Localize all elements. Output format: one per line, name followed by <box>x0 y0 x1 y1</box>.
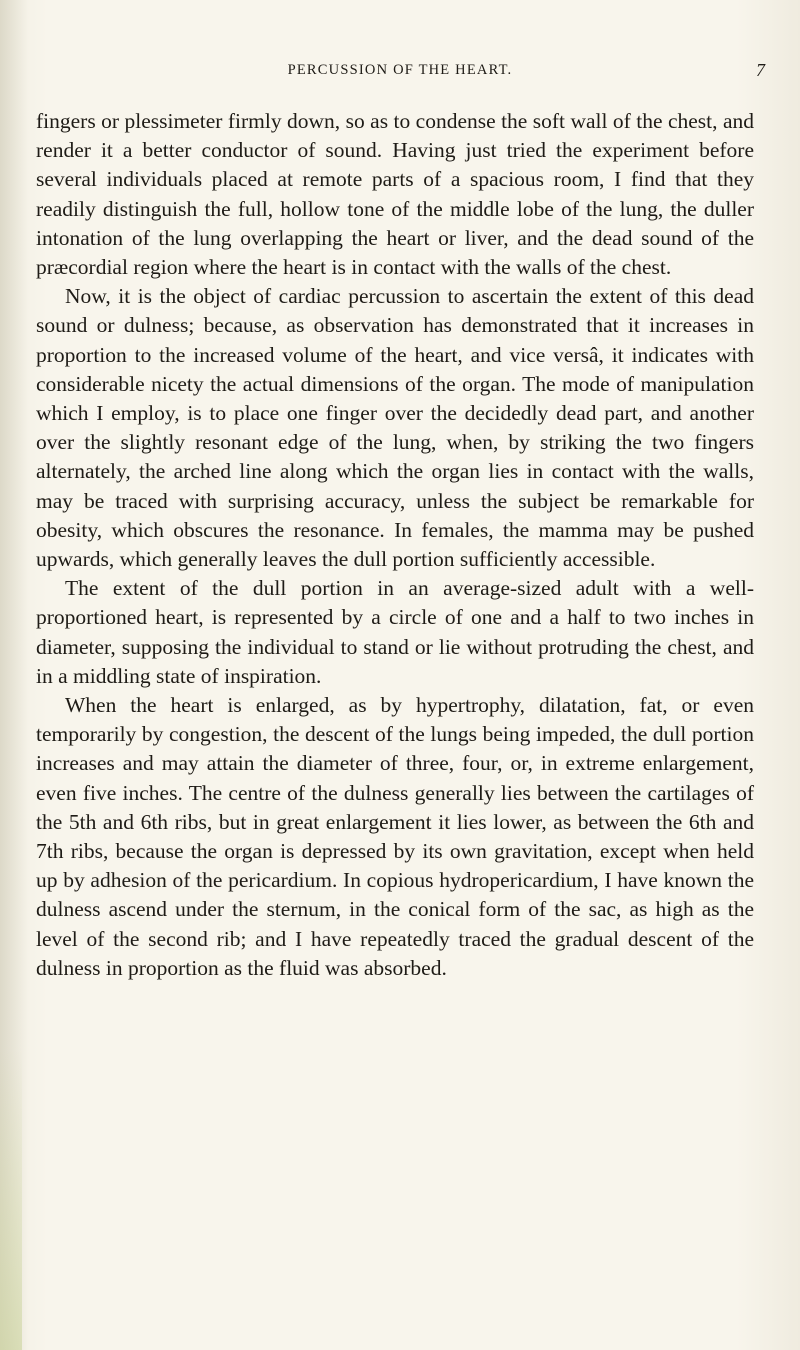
body-text <box>36 107 754 983</box>
page-number: 7 <box>756 60 765 80</box>
page-edge-stain <box>0 1050 22 1350</box>
paragraph-dull-portion-extent: The extent of the dull portion in an average-sized adult with a well-proportioned heart, is represented by a circle of one and a half to two inches in diameter, supposing the individual to stand or lie without protruding the chest, and in a middling state of inspiration. <box>36 576 754 688</box>
paragraph-continuation: fingers or plessimeter firmly down, so as to condense the soft wall of the chest, and render it a better conductor of sound. Having just tried the experiment before several individuals placed at remote parts of a spacious room, I find that they readily distinguish the full, hollow tone of the middle lobe of the lung, the duller intonation of the lung overlapping the heart or liver, and the dead sound of the præcordial region where the heart is in contact with the walls of the chest. <box>36 109 754 280</box>
paragraph-heart-enlarged: When the heart is enlarged, as by hypertrophy, dilatation, fat, or even temporarily by congestion, the descent of the lungs being impeded, the dull portion increases and may attain the diameter of three, four, or, in extreme enlargement, even five inches. The centre of the dulness generally lies between the cartilages of the 5th and 6th ribs, but in great enlargement it lies lower, as between the 6th and 7th ribs, because the organ is depressed by its own gravitation, except when held up by adhesion of the pericardium. In copious hydropericardium, I have known the dulness ascend under the sternum, in the conical form of the sac, as high as the level of the second rib; and I have repeatedly traced the gradual descent of the dulness in proportion as the fluid was absorbed. <box>36 693 754 980</box>
page-header <box>0 62 800 84</box>
running-head: PERCUSSION OF THE HEART. <box>287 62 513 78</box>
paragraph-cardiac-percussion: Now, it is the object of cardiac percussion to ascertain the extent of this dead sound or dulness; because, as observation has demonstrated that it increases in proportion to the increased volume of the heart, and vice versâ, it indicates with considerable nicety the actual dimensions of the organ. The mode of manipulation which I employ, is to place one finger over the decidedly dead part, and another over the slightly resonant edge of the lung, when, by striking the two fingers alternately, the arched line along which the organ lies in contact with the walls, may be traced with surprising accuracy, unless the subject be remarkable for obesity, which obscures the resonance. In females, the mamma may be pushed upwards, which generally leaves the dull portion sufficiently accessible. <box>36 284 754 572</box>
